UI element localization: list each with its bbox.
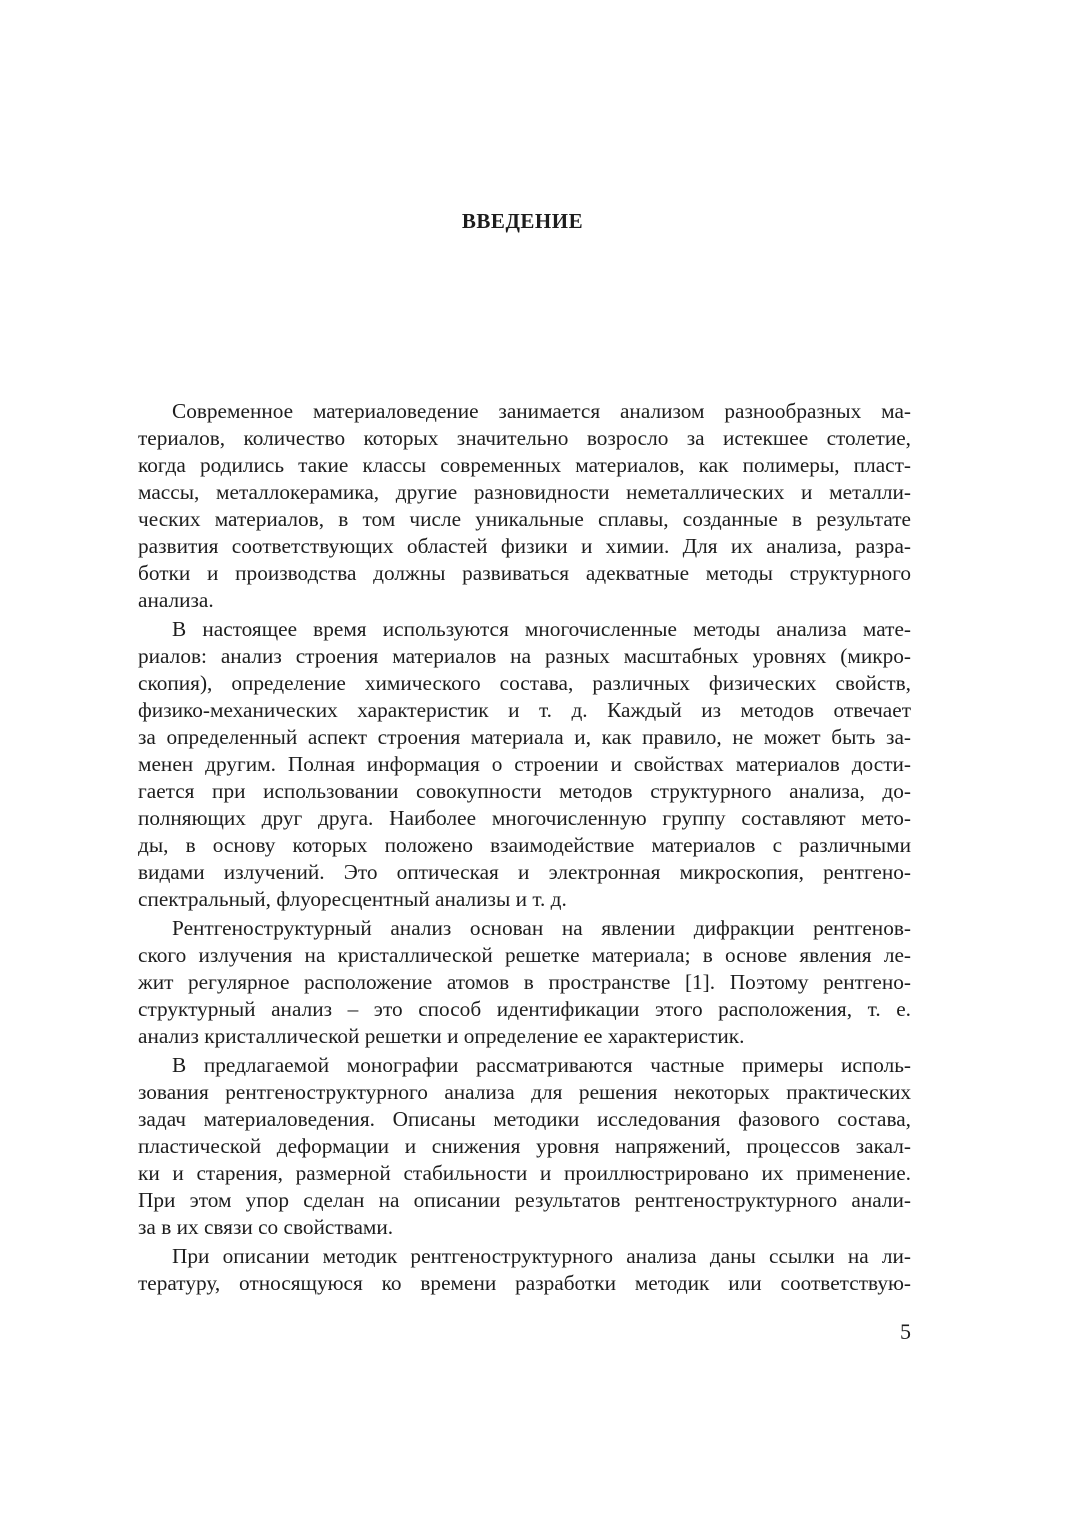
paragraph bbox=[138, 1243, 911, 1297]
text-line: Рентгеноструктурный анализ основан на явлении дифракции рентгенов- bbox=[172, 916, 911, 940]
text-line: за в их связи со свойствами. bbox=[138, 1215, 394, 1239]
text-line: тературу, относящуюся ко времени разработки методик или соответствую- bbox=[138, 1271, 911, 1295]
text-line: жит регулярное расположение атомов в пространстве [1]. Поэтому рентгено- bbox=[138, 970, 911, 994]
text-line: риалов: анализ строения материалов на разных масштабных уровнях (микро- bbox=[138, 644, 911, 668]
text-line: ботки и производства должны развиваться адекватные методы структурного bbox=[138, 561, 911, 585]
text-line: видами излучений. Это оптическая и электронная микроскопия, рентгено- bbox=[138, 860, 911, 884]
text-line: физико-механических характеристик и т. д. Каждый из методов отвечает bbox=[138, 698, 911, 722]
text-line: полняющих друг друга. Наиболее многочисленную группу составляют мето- bbox=[138, 806, 911, 830]
text-line: пластической деформации и снижения уровня напряжений, процессов закал- bbox=[138, 1134, 911, 1158]
body-text bbox=[138, 398, 911, 1299]
text-line: гается при использовании совокупности методов структурного анализа, до- bbox=[138, 779, 911, 803]
chapter-heading: ВВЕДЕНИЕ bbox=[461, 209, 584, 233]
text-line: териалов, количество которых значительно возросло за истекшее столетие, bbox=[138, 426, 911, 450]
paragraph bbox=[138, 915, 911, 1050]
text-line: анализа. bbox=[138, 588, 214, 612]
text-line: В предлагаемой монографии рассматриваются частные примеры исполь- bbox=[172, 1053, 911, 1077]
text-line: При этом упор сделан на описании результатов рентгеноструктурного анали- bbox=[138, 1188, 911, 1212]
text-line: В настоящее время используются многочисленные методы анализа мате- bbox=[172, 617, 911, 641]
text-line: массы, металлокерамика, другие разновидности неметаллических и металли- bbox=[138, 480, 911, 504]
text-line: зования рентгеноструктурного анализа для решения некоторых практических bbox=[138, 1080, 911, 1104]
text-line: Современное материаловедение занимается анализом разнообразных ма- bbox=[172, 399, 911, 423]
text-line: ческих материалов, в том числе уникальные сплавы, созданные в результате bbox=[138, 507, 911, 531]
text-line: ского излучения на кристаллической решетке материала; в основе явления ле- bbox=[138, 943, 911, 967]
paragraph bbox=[138, 398, 911, 614]
page-number: 5 bbox=[900, 1319, 911, 1344]
paragraph bbox=[138, 1052, 911, 1241]
text-line: анализ кристаллической решетки и определение ее характеристик. bbox=[138, 1024, 745, 1048]
text-line: задач материаловедения. Описаны методики исследования фазового состава, bbox=[138, 1107, 911, 1131]
text-line: развития соответствующих областей физики и химии. Для их анализа, разра- bbox=[138, 534, 911, 558]
text-line: менен другим. Полная информация о строении и свойствах материалов дости- bbox=[138, 752, 911, 776]
text-line: ки и старения, размерной стабильности и проиллюстрировано их применение. bbox=[138, 1161, 911, 1185]
text-line: спектральный, флуоресцентный анализы и т. д. bbox=[138, 887, 567, 911]
text-line: за определенный аспект строения материала и, как правило, не может быть за- bbox=[138, 725, 911, 749]
paragraph bbox=[138, 616, 911, 913]
text-line: структурный анализ – это способ идентификации этого расположения, т. е. bbox=[138, 997, 911, 1021]
text-line: ды, в основу которых положено взаимодействие материалов с различными bbox=[138, 833, 911, 857]
text-line: когда родились такие классы современных материалов, как полимеры, пласт- bbox=[138, 453, 911, 477]
text-line: скопия), определение химического состава, различных физических свойств, bbox=[138, 671, 911, 695]
text-line: При описании методик рентгеноструктурного анализа даны ссылки на ли- bbox=[172, 1244, 911, 1268]
